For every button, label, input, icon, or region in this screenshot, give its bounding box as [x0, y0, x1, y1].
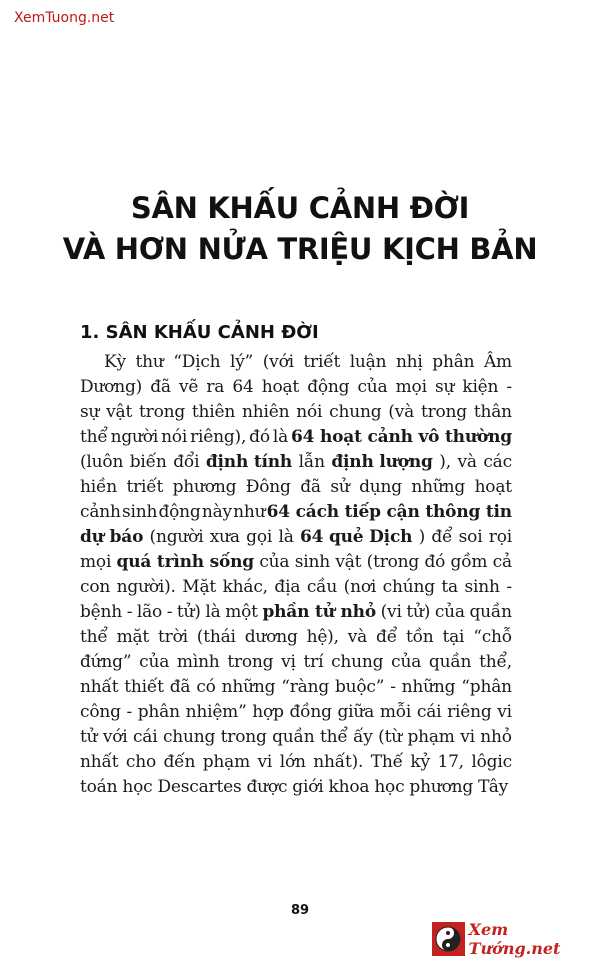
word: nhất [80, 677, 119, 697]
paragraph-line [80, 750, 512, 775]
word: cái [416, 702, 442, 722]
word: gồm [450, 552, 488, 572]
word: (trong [366, 552, 420, 572]
paragraph-line [80, 625, 512, 650]
body-paragraph [80, 350, 512, 800]
word: là [272, 427, 289, 447]
word: với [102, 727, 128, 747]
word: cái [132, 727, 158, 747]
word: Thế [370, 752, 403, 772]
bold-phrase: 64 cách tiếp cận thông tin [266, 502, 512, 522]
word: nhiệm” [185, 702, 247, 722]
word: phương [409, 777, 474, 797]
word: thể, [479, 652, 512, 672]
word: nhỏ [480, 727, 512, 747]
word: cầu [306, 577, 338, 597]
word: thể [319, 727, 348, 747]
word: trí [303, 652, 324, 672]
word: (từ [378, 727, 402, 747]
word: lôgic [471, 752, 512, 772]
word: vi [460, 727, 475, 747]
word: phương [172, 477, 237, 497]
word: phân [432, 352, 475, 372]
word: để [376, 627, 397, 647]
word: riêng), [190, 427, 247, 447]
word: những [401, 677, 456, 697]
word: Descartes [157, 777, 242, 797]
word: trời [158, 627, 188, 647]
word: soi [458, 527, 483, 547]
word: thể [80, 427, 108, 447]
word: phạm [407, 727, 455, 747]
word: của [357, 377, 388, 397]
word: thư [135, 352, 164, 372]
chapter-title-line-1: SÂN KHẤU CẢNH ĐỜI [130, 191, 470, 225]
word: được [246, 777, 288, 797]
word: giới [292, 777, 324, 797]
paragraph-line [80, 575, 512, 600]
word: chung [331, 652, 384, 672]
word: các [483, 452, 512, 472]
word: - [126, 702, 133, 722]
word: học [374, 777, 405, 797]
word: của [139, 652, 170, 672]
word: toán [80, 777, 118, 797]
word: bệnh [80, 602, 123, 622]
word: sinh [121, 502, 158, 522]
word: (người [149, 527, 204, 547]
word: đến [163, 752, 196, 772]
word: người [110, 427, 159, 447]
word: nhiên [242, 402, 290, 422]
word: quần [469, 602, 512, 622]
watermark-logo [432, 922, 465, 956]
word: địa [274, 577, 301, 597]
paragraph-line [80, 500, 512, 525]
word: tại [442, 627, 465, 647]
word: biến [129, 452, 167, 472]
word: lẫn [298, 452, 325, 472]
word: phân [137, 702, 180, 722]
word: đồng [289, 702, 332, 722]
word: của [391, 652, 422, 672]
chapter-title [0, 188, 600, 270]
paragraph-line [80, 525, 512, 550]
word: thiết [124, 677, 164, 697]
word: - [506, 377, 512, 397]
paragraph-line [80, 375, 512, 400]
word: (và [388, 402, 415, 422]
word: “ràng [281, 677, 330, 697]
word: hoạt [474, 477, 512, 497]
word: đứng” [80, 652, 132, 672]
word: dương [244, 627, 298, 647]
word: giữa [337, 702, 375, 722]
word: động [307, 377, 350, 397]
word: - [126, 602, 133, 622]
word: thể [80, 627, 108, 647]
page-number: 89 [290, 903, 310, 918]
word: 64 [232, 377, 254, 397]
word: ) [418, 527, 426, 547]
word: dụng [359, 477, 402, 497]
word: (vi [380, 602, 402, 622]
word: - [506, 577, 512, 597]
bold-phrase: 64 quẻ Dịch [299, 527, 413, 547]
word: trong [139, 402, 186, 422]
word: ấy [353, 727, 373, 747]
word: này [201, 502, 232, 522]
word: ta [441, 577, 458, 597]
word: là [278, 527, 294, 547]
word: có [196, 677, 216, 697]
word: mình [176, 652, 220, 672]
bold-phrase: phần tử nhỏ [262, 602, 376, 622]
word: một [225, 602, 258, 622]
word: vật [335, 552, 362, 572]
word: và [457, 452, 477, 472]
word: tồn [405, 627, 434, 647]
word: lớn [279, 752, 306, 772]
word: chúng [382, 577, 435, 597]
word: (với [262, 352, 294, 372]
word: nhị [395, 352, 423, 372]
word: khác, [222, 577, 268, 597]
bold-phrase: định tính [205, 452, 293, 472]
word: đã [300, 477, 321, 497]
word: đó [424, 552, 446, 572]
word: quần [272, 727, 315, 747]
word: Kỳ [104, 352, 126, 372]
word: cảnh [80, 502, 121, 522]
word: mọi [395, 377, 427, 397]
word: hệ), [306, 627, 339, 647]
paragraph-line [80, 650, 512, 675]
word: “chỗ [473, 627, 512, 647]
word: vi [497, 702, 512, 722]
paragraph-line [80, 725, 512, 750]
word: tử) [406, 602, 431, 622]
word: nói [161, 427, 188, 447]
word: Đông [245, 477, 291, 497]
word: tử) [176, 602, 201, 622]
chapter-title-line-2: VÀ HƠN NỬA TRIỆU KỊCH BẢN [62, 232, 538, 266]
word: - [390, 677, 396, 697]
word: tử [80, 727, 98, 747]
word: kỷ [410, 752, 430, 772]
word: phạm [202, 752, 251, 772]
word: gọi [246, 527, 273, 547]
word: nói [296, 402, 323, 422]
word: chung [329, 402, 382, 422]
word: đã [169, 677, 191, 697]
word: (nơi [343, 577, 377, 597]
watermark [432, 921, 600, 957]
watermark-text: Xem Tướng.net [468, 920, 561, 958]
word: chung [162, 727, 216, 747]
word: mặt [116, 627, 150, 647]
word: Mặt [182, 577, 217, 597]
word: động [158, 502, 201, 522]
word: đổi [173, 452, 200, 472]
word: trong [227, 652, 274, 672]
word: triết [126, 477, 164, 497]
word: vẽ [178, 377, 199, 397]
word: như [233, 502, 266, 522]
word: của [259, 552, 290, 572]
word: ra [206, 377, 225, 397]
word: khoa [328, 777, 370, 797]
word: công [80, 702, 121, 722]
word: kiện [462, 377, 499, 397]
paragraph-line [80, 400, 512, 425]
word: nhất [80, 752, 119, 772]
word: là [205, 602, 221, 622]
word: (thái [196, 627, 236, 647]
word: lý” [230, 352, 254, 372]
word: sinh [294, 552, 330, 572]
site-link[interactable]: XemTuong.net [14, 10, 115, 26]
bold-phrase: quá trình sống [116, 552, 254, 572]
word: những [411, 477, 466, 497]
word: ), [439, 452, 451, 472]
word: những [221, 677, 276, 697]
word: và [347, 627, 368, 647]
word: hợp [252, 702, 284, 722]
word: sử [330, 477, 350, 497]
bold-phrase: 64 hoạt cảnh vô thường [291, 427, 512, 447]
word: trong [220, 727, 267, 747]
word: vị [281, 652, 296, 672]
section-heading: 1. SÂN KHẤU CẢNH ĐỜI [80, 322, 319, 343]
paragraph-line [80, 350, 512, 375]
word: hoạt [261, 377, 300, 397]
word: hiền [80, 477, 117, 497]
word: cả [492, 552, 512, 572]
word: đã [150, 377, 171, 397]
word: cho [125, 752, 156, 772]
paragraph-line [80, 550, 512, 575]
word: Dương) [80, 377, 143, 397]
word: luận [349, 352, 387, 372]
paragraph-line [80, 700, 512, 725]
paragraph-line [80, 675, 512, 700]
word: thiên [191, 402, 236, 422]
paragraph-line [80, 600, 512, 625]
word: mọi [80, 552, 112, 572]
bold-phrase: định lượng [331, 452, 433, 472]
word: Âm [483, 352, 512, 372]
word: người). [116, 577, 176, 597]
paragraph-line [80, 775, 512, 800]
word: con [80, 577, 111, 597]
word: trong [420, 402, 467, 422]
word: để [431, 527, 453, 547]
word: 17, [437, 752, 464, 772]
word: nhất). [313, 752, 364, 772]
word: học [122, 777, 153, 797]
word: lão [136, 602, 163, 622]
yin-yang-icon [435, 926, 461, 952]
word: buộc” [334, 677, 385, 697]
word: sự [80, 402, 100, 422]
word: rọi [488, 527, 512, 547]
word: (luôn [80, 452, 124, 472]
bold-phrase: dự báo [80, 527, 144, 547]
word: của [434, 602, 465, 622]
word: đó [249, 427, 270, 447]
word: “Dịch [173, 352, 221, 372]
word: Tây [478, 777, 509, 797]
word: xưa [209, 527, 240, 547]
word: riêng [447, 702, 492, 722]
paragraph-line [80, 450, 512, 475]
word: vật [106, 402, 133, 422]
word: mỗi [379, 702, 412, 722]
word: sinh [464, 577, 500, 597]
word: triết [303, 352, 341, 372]
word: - [166, 602, 173, 622]
word: vi [257, 752, 273, 772]
word: thân [473, 402, 512, 422]
paragraph-line [80, 425, 512, 450]
word: sự [434, 377, 455, 397]
paragraph-line [80, 475, 512, 500]
word: quần [428, 652, 472, 672]
word: “phân [461, 677, 512, 697]
